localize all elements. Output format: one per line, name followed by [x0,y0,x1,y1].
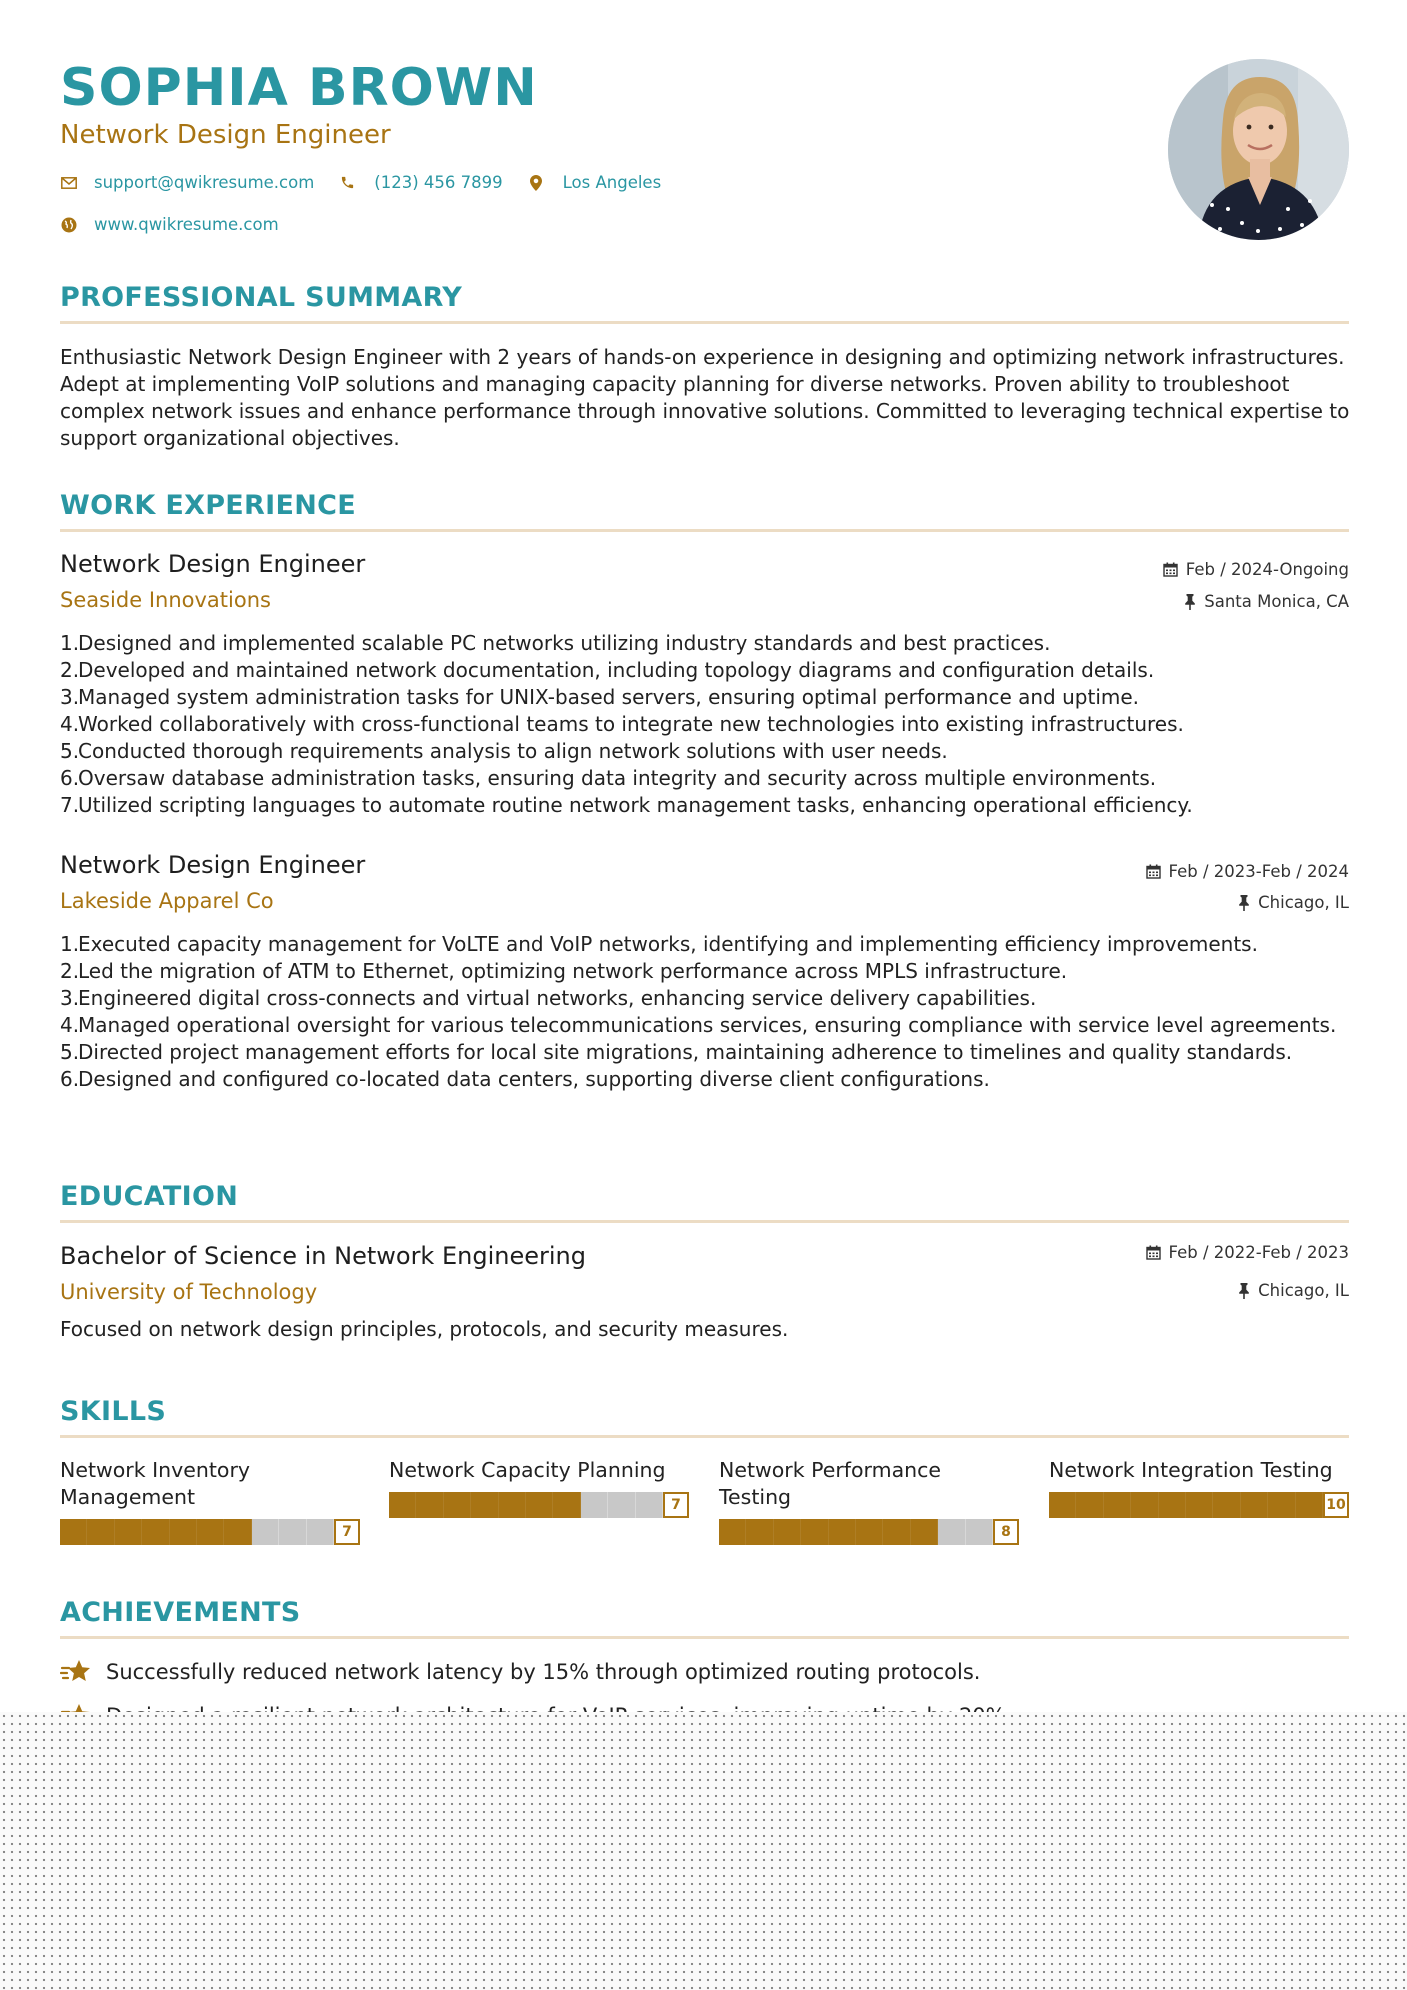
skill-name: Network Integration Testing [1049,1458,1333,1482]
candidate-role: Network Design Engineer [60,120,391,150]
contact-row-1 [60,173,661,192]
skill-segment-filled [774,1519,801,1545]
company-name: Lakeside Apparel Co [60,889,274,913]
calendar-icon [1163,562,1178,577]
skill-level-bar [389,1492,689,1518]
skill-segment-filled [471,1492,498,1518]
email-link[interactable]: support@qwikresume.com [94,173,315,192]
skill-segment-empty [636,1492,663,1518]
list-item: Designed and implemented scalable PC networks utilizing industry standards and best practices. [78,631,1051,655]
location-text: Chicago, IL [1258,1281,1349,1300]
list-item: Managed system administration tasks for UNIX-based servers, ensuring optimal performance and uptime. [78,685,1140,709]
job-dates [1163,560,1349,579]
list-item: Oversaw database administration tasks, ensuring data integrity and security across multiple environments. [78,766,1157,790]
calendar-icon [1146,1245,1161,1260]
education-heading: EDUCATION [60,1181,239,1212]
job-location [1184,592,1349,611]
skill-segment-filled [197,1519,224,1545]
contact-row-2 [60,215,279,234]
skill-segment-filled [444,1492,471,1518]
skill-segment-filled [142,1519,169,1545]
list-item: Designed and configured co-located data centers, supporting diverse client configurations. [78,1067,990,1091]
website-link[interactable]: www.qwikresume.com [94,215,279,234]
phone-icon [338,174,356,192]
list-item: Developed and maintained network documentation, including topology diagrams and configuration details. [78,658,1155,682]
experience-heading: WORK EXPERIENCE [60,490,356,521]
skill-segment-filled [1213,1492,1240,1518]
calendar-icon [1146,864,1161,879]
list-item: Engineered digital cross-connects and virtual networks, enhancing service delivery capabilities. [78,986,1037,1010]
skill-level-value: 7 [663,1492,689,1518]
skill-segment-empty [938,1519,965,1545]
skill-segment-filled [1076,1492,1103,1518]
summary-heading: PROFESSIONAL SUMMARY [60,282,463,313]
profile-photo [1168,59,1349,240]
skill-segment-empty [581,1492,608,1518]
job-title: Network Design Engineer [60,851,366,879]
list-item: Utilized scripting languages to automate routine network management tasks, enhancing operational efficiency. [78,793,1193,817]
skill-segment-filled [883,1519,910,1545]
job-dates [1146,862,1349,881]
date-range: Feb / 2022-Feb / 2023 [1168,1243,1349,1262]
skill-segment-filled [553,1492,580,1518]
school-name: University of Technology [60,1280,318,1304]
section-divider [60,321,1349,324]
list-item: Managed operational oversight for various telecommunications services, ensuring compliance with service level agreements. [78,1013,1337,1037]
achievements-heading: ACHIEVEMENTS [60,1597,301,1628]
skill-segment-filled [60,1519,87,1545]
degree-title: Bachelor of Science in Network Engineering [60,1242,586,1270]
skill-segment-filled [1241,1492,1268,1518]
job-location [1238,893,1349,912]
skill-item [60,1457,360,1545]
skill-segment-filled [746,1519,773,1545]
location-text: Chicago, IL [1258,893,1349,912]
list-item: Conducted thorough requirements analysis to align network solutions with user needs. [78,739,948,763]
skill-segment-empty [252,1519,279,1545]
location-text: Santa Monica, CA [1204,592,1349,611]
skill-item [389,1457,689,1518]
job-responsibilities [60,931,1350,1093]
job-responsibilities [60,630,1350,819]
skill-name: Network Capacity Planning [389,1458,666,1482]
phone-number[interactable]: (123) 456 7899 [374,173,503,192]
skill-segment-filled [87,1519,114,1545]
skill-segment-filled [170,1519,197,1545]
envelope-icon [60,174,78,192]
skill-level-value: 10 [1323,1492,1349,1518]
skill-segment-filled [829,1519,856,1545]
section-divider [60,1435,1349,1438]
skill-level-bar [719,1519,1019,1545]
skill-segment-empty [608,1492,635,1518]
skill-segment-filled [1268,1492,1295,1518]
date-range: Feb / 2023-Feb / 2024 [1168,862,1349,881]
skill-level-value: 7 [334,1519,360,1545]
education-description: Focused on network design principles, protocols, and security measures. [60,1317,789,1341]
achievement-item [60,1658,980,1686]
skill-segment-filled [526,1492,553,1518]
skill-name: Network Performance Testing [719,1458,942,1509]
skill-segment-filled [224,1519,251,1545]
skill-segment-filled [115,1519,142,1545]
preview-overlay [0,1712,1407,1990]
skill-segment-filled [1186,1492,1213,1518]
star-icon [60,1658,92,1686]
company-name: Seaside Innovations [60,588,271,612]
skill-segment-filled [416,1492,443,1518]
pushpin-icon [1238,1283,1250,1299]
section-divider [60,1220,1349,1223]
pushpin-icon [1184,594,1196,610]
skill-segment-filled [1049,1492,1076,1518]
skill-segment-empty [307,1519,334,1545]
achievement-text: Successfully reduced network latency by 15% through optimized routing protocols. [106,1660,981,1684]
skill-segment-filled [1296,1492,1323,1518]
job-title: Network Design Engineer [60,550,366,578]
skill-level-bar [1049,1492,1349,1518]
skill-segment-filled [856,1519,883,1545]
skill-segment-filled [1159,1492,1186,1518]
pushpin-icon [1238,895,1250,911]
candidate-name: SOPHIA BROWN [60,58,538,118]
globe-icon [60,216,78,234]
skill-item [719,1457,1019,1545]
education-location [1238,1281,1349,1300]
skill-segment-empty [966,1519,993,1545]
location-text: Los Angeles [562,173,662,192]
education-dates [1146,1243,1349,1262]
skill-segment-empty [279,1519,306,1545]
summary-text: Enthusiastic Network Design Engineer with 2 years of hands-on experience in designing and optimizing network infrastructures. Adept at implementing VoIP solutions and managing capacity planning for diverse networks. Proven ability to troubleshoot complex network issues and enhance performance through innovative solutions. Committed to leveraging technical expertise to support organizational objectives. [60,345,1350,450]
skill-segment-filled [499,1492,526,1518]
list-item: Executed capacity management for VoLTE and VoIP networks, identifying and implementing efficiency improvements. [78,932,1258,956]
skill-level-bar [60,1519,360,1545]
skill-segment-filled [911,1519,938,1545]
skill-level-value: 8 [993,1519,1019,1545]
skill-item [1049,1457,1349,1518]
skill-segment-filled [719,1519,746,1545]
list-item: Worked collaboratively with cross-functional teams to integrate new technologies into existing infrastructures. [78,712,1184,736]
skill-segment-filled [1131,1492,1158,1518]
section-divider [60,1636,1349,1639]
section-divider [60,529,1349,532]
list-item: Led the migration of ATM to Ethernet, optimizing network performance across MPLS infrastructure. [78,959,1068,983]
date-range: Feb / 2024-Ongoing [1185,560,1349,579]
skill-name: Network Inventory Management [60,1458,251,1509]
skill-segment-filled [801,1519,828,1545]
map-pin-icon [527,174,545,192]
skills-heading: SKILLS [60,1396,167,1427]
list-item: Directed project management efforts for local site migrations, maintaining adherence to timelines and quality standards. [78,1040,1293,1064]
skill-segment-filled [1104,1492,1131,1518]
skill-segment-filled [389,1492,416,1518]
